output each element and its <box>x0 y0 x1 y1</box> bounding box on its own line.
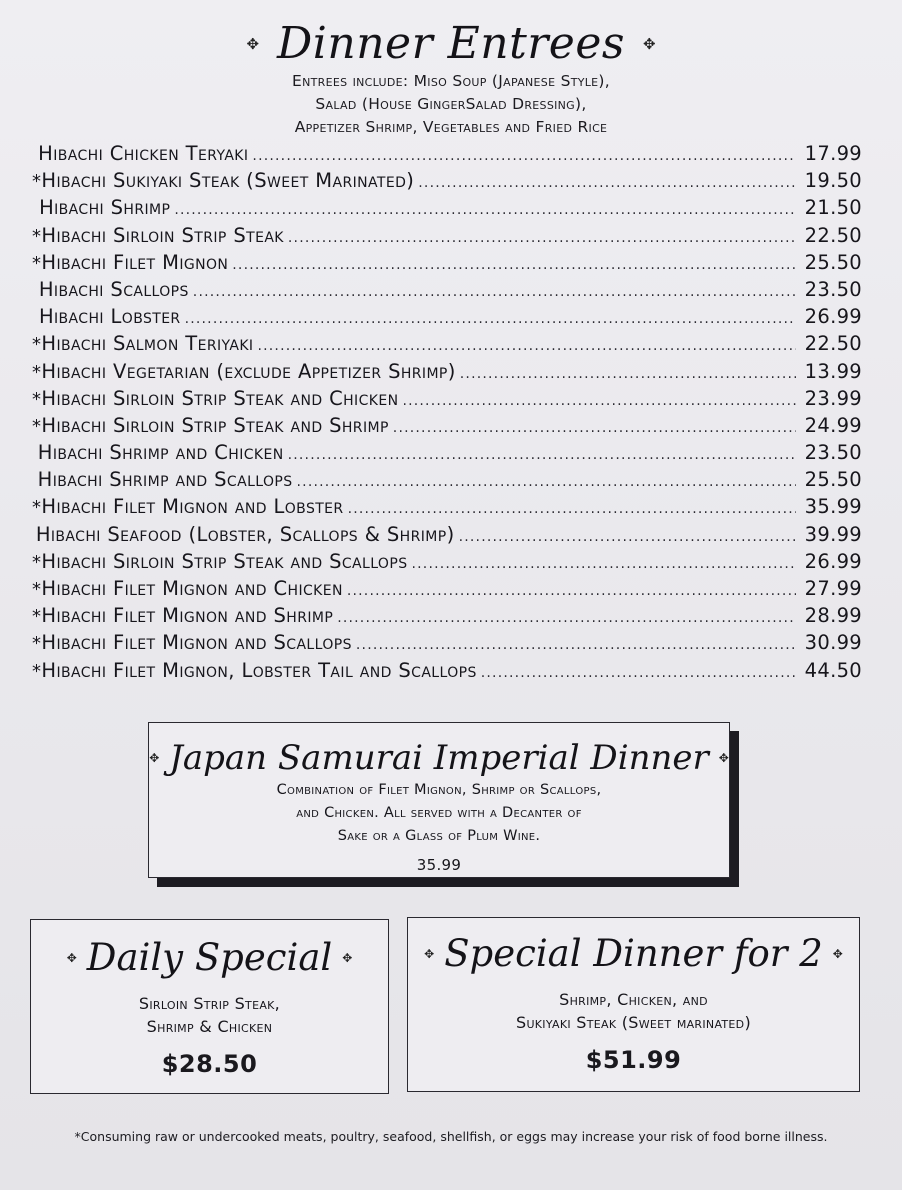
menu-item <box>32 251 862 278</box>
menu-item-name: Hibachi Filet Mignon, Lobster Tail and Scallops <box>41 658 477 682</box>
menu-item-name: Hibachi Filet Mignon and Shrimp <box>41 604 334 628</box>
imperial-description-line: and Chicken. All served with a Decanter of <box>296 805 582 821</box>
menu-item <box>32 224 862 251</box>
menu-item-price: 35.99 <box>804 495 862 519</box>
menu-item-price: 21.50 <box>804 196 862 220</box>
dot-leader <box>347 583 796 599</box>
dot-leader <box>348 501 796 517</box>
daily-special-line: Sirloin Strip Steak, <box>138 994 281 1013</box>
menu-item <box>32 523 862 550</box>
dinner-for-two-title-row <box>408 930 859 978</box>
menu-item <box>32 604 862 631</box>
dot-leader <box>193 284 796 300</box>
food-safety-disclaimer: *Consuming raw or undercooked meats, poultry, seafood, shellfish, or eggs may increase your risk of food borne illness. <box>74 1129 828 1144</box>
raw-warning-marker: * <box>32 252 42 274</box>
menu-item <box>32 468 862 495</box>
dot-leader <box>356 637 796 653</box>
daily-special-price: $28.50 <box>161 1050 258 1078</box>
menu-item-name: Hibachi Filet Mignon <box>41 250 229 274</box>
dot-leader <box>252 148 796 164</box>
imperial-title-row <box>149 737 729 779</box>
menu-item-price: 44.50 <box>804 658 862 682</box>
menu-item-price: 19.50 <box>804 169 862 193</box>
dot-leader <box>460 366 796 382</box>
dot-leader <box>412 556 797 572</box>
raw-warning-marker: * <box>32 225 42 247</box>
imperial-description-line: Sake or a Glass of Plum Wine. <box>337 828 541 844</box>
menu-item-price: 30.99 <box>804 631 862 655</box>
dot-leader <box>232 257 796 273</box>
menu-item <box>32 360 862 387</box>
ornament-left-icon: ✥ <box>149 751 160 765</box>
imperial-dinner-box <box>148 722 730 878</box>
menu-item-name: Hibachi Sirloin Strip Steak and Shrimp <box>41 413 389 437</box>
title-row <box>0 18 902 70</box>
menu-item <box>32 659 862 686</box>
daily-special-box <box>30 919 389 1094</box>
menu-item-name: Hibachi Shrimp and Scallops <box>37 468 293 492</box>
daily-special-line: Shrimp & Chicken <box>146 1017 273 1036</box>
dinner-for-two-line: Sukiyaki Steak (Sweet marinated) <box>515 1013 751 1032</box>
dinner-for-two-box <box>407 917 860 1092</box>
raw-warning-marker: * <box>32 579 42 600</box>
menu-item <box>32 550 862 577</box>
menu-item-price: 23.50 <box>804 441 862 465</box>
menu-item-price: 22.50 <box>804 223 862 247</box>
menu-item <box>32 441 862 468</box>
dot-leader <box>418 175 796 191</box>
menu-item-price: 26.99 <box>804 549 862 573</box>
dinner-for-two-line: Shrimp, Chicken, and <box>559 990 708 1009</box>
entree-list <box>32 142 862 686</box>
dot-leader <box>459 529 796 545</box>
menu-item-price: 25.50 <box>804 468 862 492</box>
menu-item <box>32 278 862 305</box>
menu-item <box>32 305 862 332</box>
menu-item-price: 26.99 <box>804 305 862 329</box>
page-title: Dinner Entrees <box>277 18 625 69</box>
raw-warning-marker: * <box>32 361 42 383</box>
raw-warning-marker: * <box>32 606 42 628</box>
menu-item <box>32 387 862 414</box>
imperial-price: 35.99 <box>416 856 462 874</box>
menu-item-name: Hibachi Seafood (Lobster, Scallops & Shrimp) <box>35 522 455 546</box>
dot-leader <box>257 338 796 354</box>
menu-item <box>32 332 862 359</box>
menu-item-name: Hibachi Sirloin Strip Steak <box>41 223 284 247</box>
dot-leader <box>481 665 796 681</box>
menu-item-price: 23.50 <box>804 277 862 301</box>
raw-warning-marker: * <box>32 334 42 356</box>
menu-item-name: Hibachi Lobster <box>38 305 181 329</box>
ornament-left-icon: ✥ <box>66 951 77 965</box>
menu-item <box>32 495 862 522</box>
subtitle-line: Entrees include: Miso Soup (Japanese Style), <box>291 72 610 90</box>
menu-item-price: 39.99 <box>804 522 862 546</box>
raw-warning-marker: * <box>32 660 42 682</box>
menu-item <box>32 196 862 223</box>
menu-item <box>32 169 862 196</box>
menu-item-name: Hibachi Chicken Teryaki <box>38 142 249 165</box>
menu-item-name: Hibachi Scallops <box>38 277 189 301</box>
menu-item <box>32 631 862 658</box>
menu-item-price: 23.99 <box>804 386 862 410</box>
menu-item-name: Hibachi Shrimp <box>39 196 171 220</box>
menu-item-price: 25.50 <box>804 250 862 274</box>
menu-item-name: Hibachi Filet Mignon and Chicken <box>41 577 343 600</box>
ornament-right-icon: ✥ <box>718 751 729 765</box>
ornament-left-icon: ✥ <box>424 947 435 961</box>
menu-item-price: 22.50 <box>804 332 862 356</box>
dot-leader <box>288 230 796 246</box>
ornament-right-icon: ✥ <box>642 35 656 53</box>
dinner-for-two-price: $51.99 <box>585 1046 682 1074</box>
menu-item <box>32 142 862 169</box>
dot-leader <box>185 311 796 327</box>
raw-warning-marker: * <box>32 497 42 519</box>
menu-item-price: 17.99 <box>804 142 862 165</box>
menu-item-price: 27.99 <box>804 577 862 600</box>
dot-leader <box>174 202 796 218</box>
menu-item <box>32 414 862 441</box>
menu-item-price: 13.99 <box>804 359 862 383</box>
dot-leader <box>297 474 796 490</box>
menu-item-name: Hibachi Sirloin Strip Steak and Chicken <box>41 386 399 410</box>
menu-item-price: 24.99 <box>804 413 862 437</box>
menu-item-name: Hibachi Filet Mignon and Scallops <box>41 631 352 655</box>
menu-item <box>32 577 862 604</box>
menu-item-name: Hibachi Sirloin Strip Steak and Scallops <box>41 549 408 573</box>
raw-warning-marker: * <box>32 633 42 655</box>
menu-item-name: Hibachi Vegetarian (exclude Appetizer Shrimp) <box>41 359 456 383</box>
menu-item-name: Hibachi Salmon Teriyaki <box>41 332 254 356</box>
subtitle-line: Appetizer Shrimp, Vegetables and Fried Rice <box>294 118 608 136</box>
menu-item-name: Hibachi Sukiyaki Steak (Sweet Marinated) <box>41 169 415 193</box>
dinner-for-two-title: Special Dinner for 2 <box>444 932 823 975</box>
raw-warning-marker: * <box>32 171 42 193</box>
dot-leader <box>288 447 796 463</box>
dot-leader <box>337 610 796 626</box>
menu-header <box>0 18 902 139</box>
imperial-description-line: Combination of Filet Mignon, Shrimp or Scallops, <box>276 782 602 798</box>
raw-warning-marker: * <box>32 551 42 573</box>
dot-leader <box>393 420 796 436</box>
daily-special-title: Daily Special <box>86 936 333 979</box>
subtitle-line: Salad (House GingerSalad Dressing), <box>315 95 587 113</box>
imperial-title: Japan Samurai Imperial Dinner <box>169 738 709 778</box>
raw-warning-marker: * <box>32 415 42 437</box>
ornament-left-icon: ✥ <box>246 35 260 53</box>
ornament-right-icon: ✥ <box>342 951 353 965</box>
daily-special-title-row <box>31 934 388 982</box>
raw-warning-marker: * <box>32 388 42 410</box>
menu-item-name: Hibachi Shrimp and Chicken <box>37 441 284 465</box>
dot-leader <box>402 393 796 409</box>
ornament-right-icon: ✥ <box>832 947 843 961</box>
menu-item-name: Hibachi Filet Mignon and Lobster <box>41 495 344 519</box>
menu-item-price: 28.99 <box>804 604 862 628</box>
